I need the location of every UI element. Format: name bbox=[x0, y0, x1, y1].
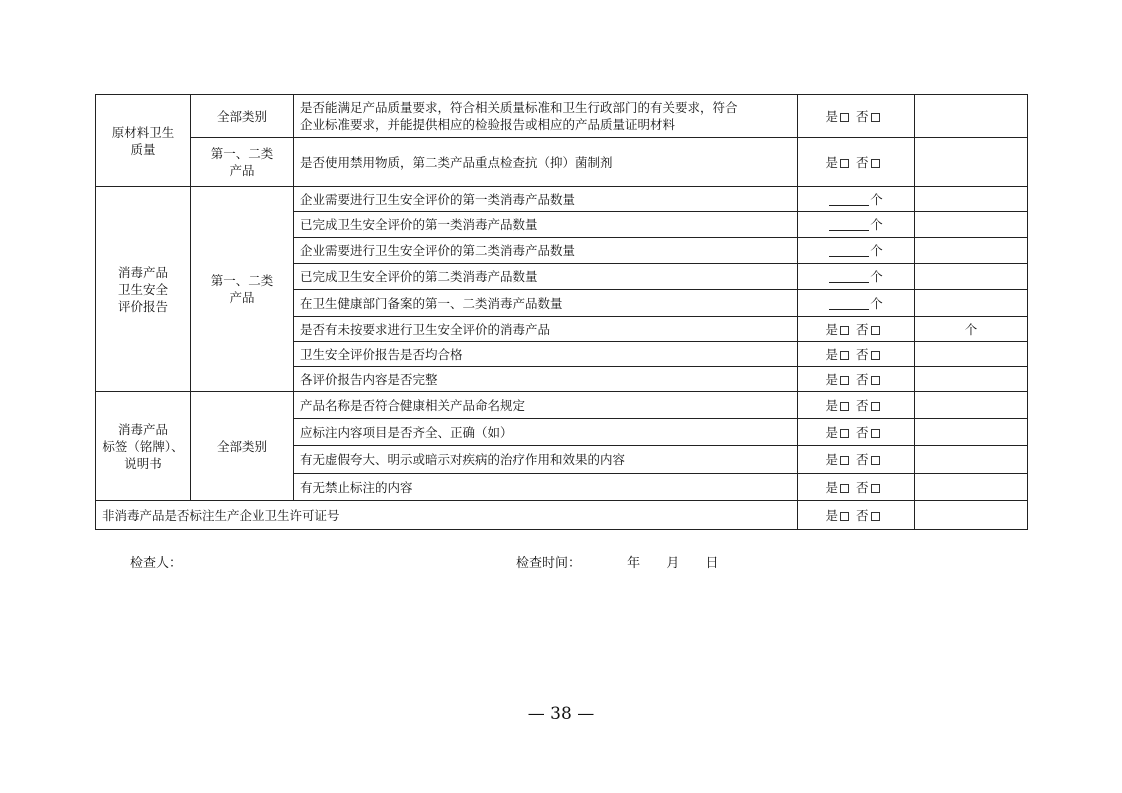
yesno-cell: 是 否 bbox=[798, 419, 915, 446]
checkbox-yes[interactable] bbox=[840, 512, 849, 521]
count-cell: 个 bbox=[798, 290, 915, 317]
count-cell: 个 bbox=[798, 212, 915, 238]
extra-cell bbox=[915, 187, 1028, 212]
category-cell: 原材料卫生 质量 bbox=[96, 95, 191, 187]
extra-cell bbox=[915, 446, 1028, 474]
table-row bbox=[96, 138, 1028, 187]
count-cell: 个 bbox=[798, 264, 915, 290]
year-label: 年 bbox=[627, 556, 641, 571]
checkbox-yes[interactable] bbox=[840, 484, 849, 493]
extra-cell bbox=[915, 238, 1028, 264]
item-cell: 是否使用禁用物质，第二类产品重点检查抗（抑）菌制剂 bbox=[294, 138, 798, 187]
checkbox-no[interactable] bbox=[871, 402, 880, 411]
checkbox-no[interactable] bbox=[871, 113, 880, 122]
checkbox-no[interactable] bbox=[871, 351, 880, 360]
count-input[interactable] bbox=[829, 269, 869, 283]
item-cell: 企业需要进行卫生安全评价的第一类消毒产品数量 bbox=[294, 187, 798, 212]
extra-cell bbox=[915, 290, 1028, 317]
item-cell: 企业需要进行卫生安全评价的第二类消毒产品数量 bbox=[294, 238, 798, 264]
item-cell: 是否有未按要求进行卫生安全评价的消毒产品 bbox=[294, 317, 798, 342]
item-cell: 已完成卫生安全评价的第二类消毒产品数量 bbox=[294, 264, 798, 290]
yesno-cell: 是 否 bbox=[798, 474, 915, 501]
checkbox-no[interactable] bbox=[871, 512, 880, 521]
checkbox-no[interactable] bbox=[871, 484, 880, 493]
checkbox-no[interactable] bbox=[871, 429, 880, 438]
yesno-cell: 是 否 bbox=[798, 138, 915, 187]
page-number: — 38 — bbox=[527, 704, 595, 724]
item-cell: 在卫生健康部门备案的第一、二类消毒产品数量 bbox=[294, 290, 798, 317]
yesno-cell: 是 否 bbox=[798, 367, 915, 392]
item-cell: 有无虚假夸大、明示或暗示对疾病的治疗作用和效果的内容 bbox=[294, 446, 798, 474]
checkbox-no[interactable] bbox=[871, 456, 880, 465]
inspector-label: 检查人： bbox=[130, 556, 183, 571]
month-label: 月 bbox=[666, 556, 680, 571]
checkbox-yes[interactable] bbox=[840, 429, 849, 438]
item-cell: 是否能满足产品质量要求，符合相关质量标准和卫生行政部门的有关要求，符合 企业标准要求，并能提供相应的检验报告或相应的产品质量证明材料 bbox=[294, 95, 798, 138]
count-input[interactable] bbox=[829, 243, 869, 257]
count-input[interactable] bbox=[829, 192, 869, 206]
table-row bbox=[96, 187, 1028, 212]
inspection-table bbox=[95, 94, 1028, 530]
checkbox-yes[interactable] bbox=[840, 402, 849, 411]
checkbox-no[interactable] bbox=[871, 376, 880, 385]
item-cell: 有无禁止标注的内容 bbox=[294, 474, 798, 501]
yesno-cell: 是 否 bbox=[798, 317, 915, 342]
item-cell: 各评价报告内容是否完整 bbox=[294, 367, 798, 392]
checkbox-yes[interactable] bbox=[840, 351, 849, 360]
count-input[interactable] bbox=[829, 296, 869, 310]
extra-cell bbox=[915, 501, 1028, 530]
extra-cell bbox=[915, 474, 1028, 501]
table-row bbox=[96, 95, 1028, 138]
inspection-time bbox=[516, 552, 718, 571]
item-cell: 卫生安全评价报告是否均合格 bbox=[294, 342, 798, 367]
count-input[interactable] bbox=[829, 217, 869, 231]
category-cell: 消毒产品 标签（铭牌）、 说明书 bbox=[96, 392, 191, 501]
subcategory-cell: 全部类别 bbox=[191, 392, 294, 501]
extra-cell bbox=[915, 264, 1028, 290]
extra-cell bbox=[915, 419, 1028, 446]
subcategory-cell: 第一、二类 产品 bbox=[191, 138, 294, 187]
checkbox-yes[interactable] bbox=[840, 326, 849, 335]
checkbox-yes[interactable] bbox=[840, 113, 849, 122]
table-row bbox=[96, 501, 1028, 530]
subcategory-cell: 全部类别 bbox=[191, 95, 294, 138]
extra-cell: 个 bbox=[915, 317, 1028, 342]
day-label: 日 bbox=[705, 556, 719, 571]
extra-cell bbox=[915, 367, 1028, 392]
yesno-cell: 是 否 bbox=[798, 342, 915, 367]
count-cell: 个 bbox=[798, 238, 915, 264]
item-cell: 产品名称是否符合健康相关产品命名规定 bbox=[294, 392, 798, 419]
full-item-cell: 非消毒产品是否标注生产企业卫生许可证号 bbox=[96, 501, 798, 530]
extra-cell bbox=[915, 392, 1028, 419]
yesno-cell: 是 否 bbox=[798, 95, 915, 138]
count-cell: 个 bbox=[798, 187, 915, 212]
extra-cell bbox=[915, 342, 1028, 367]
extra-cell bbox=[915, 138, 1028, 187]
subcategory-cell: 第一、二类 产品 bbox=[191, 187, 294, 392]
checkbox-no[interactable] bbox=[871, 326, 880, 335]
checkbox-yes[interactable] bbox=[840, 159, 849, 168]
yesno-cell: 是 否 bbox=[798, 392, 915, 419]
table-row bbox=[96, 392, 1028, 419]
inspection-time-label: 检查时间： bbox=[516, 556, 582, 571]
yesno-cell: 是 否 bbox=[798, 501, 915, 530]
yesno-cell: 是 否 bbox=[798, 446, 915, 474]
checkbox-no[interactable] bbox=[871, 159, 880, 168]
category-cell: 消毒产品 卫生安全 评价报告 bbox=[96, 187, 191, 392]
item-cell: 已完成卫生安全评价的第一类消毒产品数量 bbox=[294, 212, 798, 238]
extra-cell bbox=[915, 212, 1028, 238]
extra-cell bbox=[915, 95, 1028, 138]
checkbox-yes[interactable] bbox=[840, 376, 849, 385]
checkbox-yes[interactable] bbox=[840, 456, 849, 465]
item-cell: 应标注内容项目是否齐全、正确（如） bbox=[294, 419, 798, 446]
